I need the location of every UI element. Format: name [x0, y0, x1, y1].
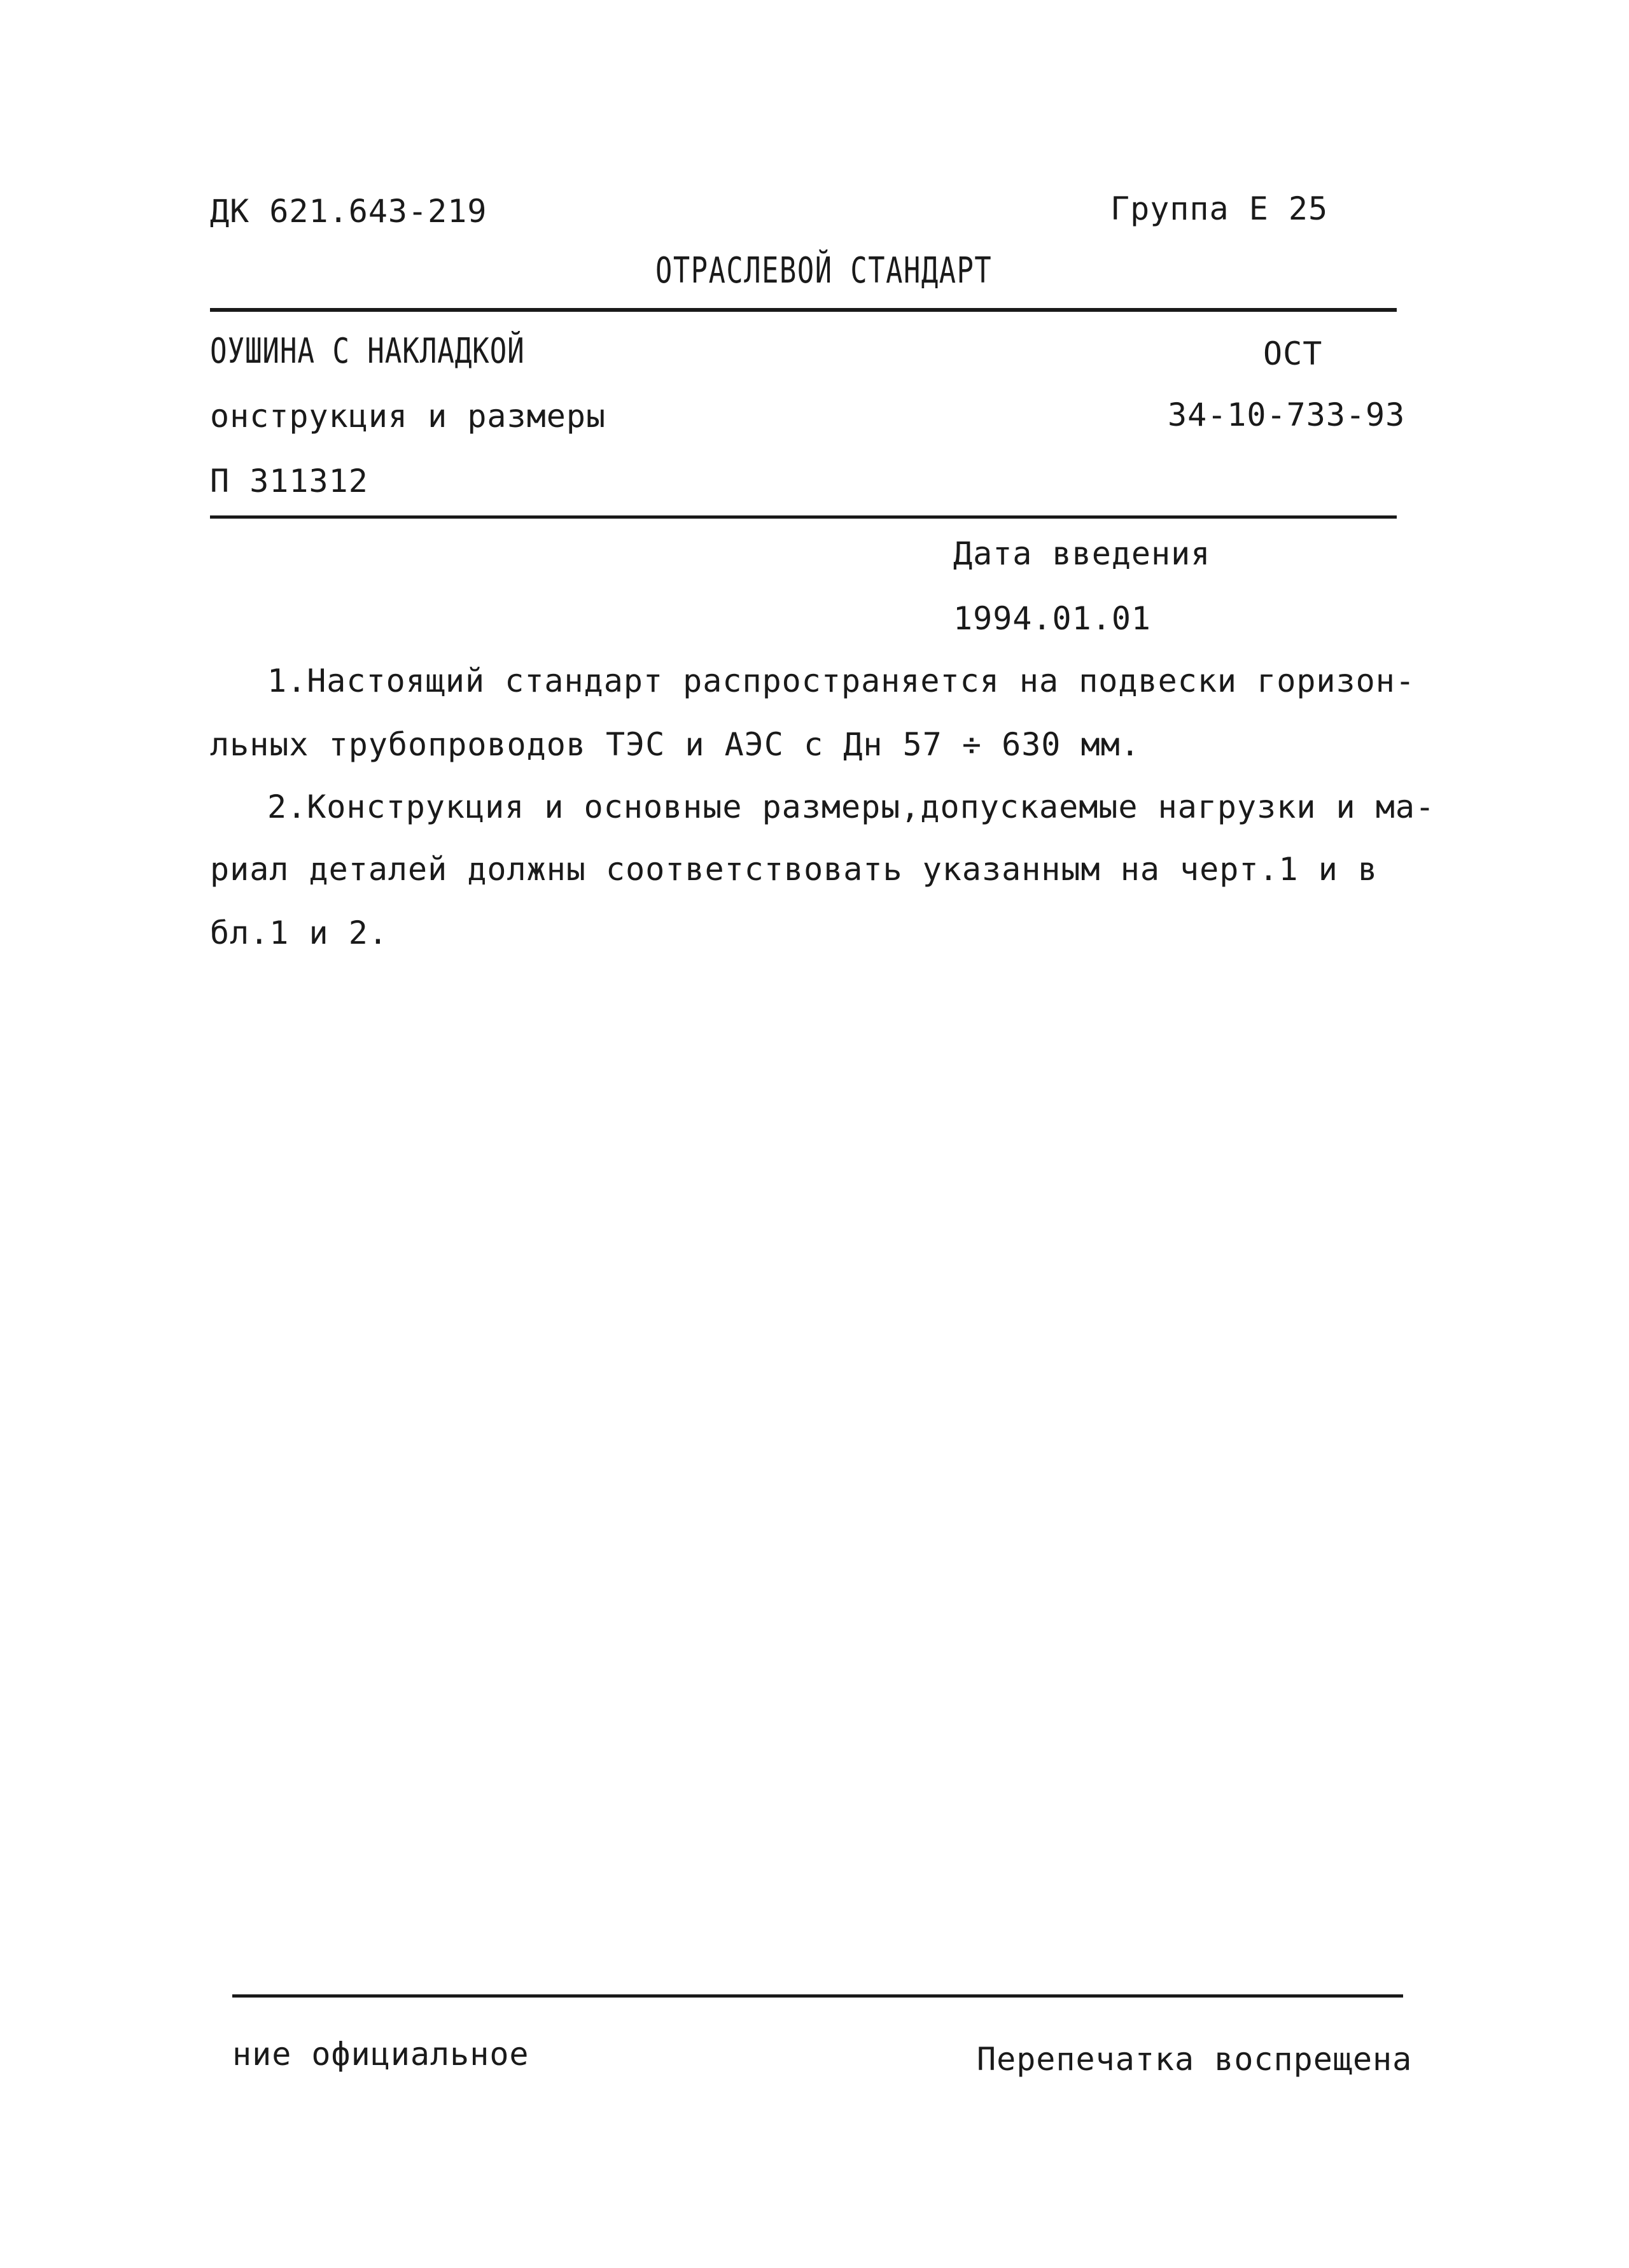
top-rule [210, 308, 1397, 312]
paragraph-2-line-1: 2.Конструкция и основные размеры,допускаемые нагрузки и ма- [267, 788, 1436, 825]
product-code: П 311312 [210, 463, 368, 500]
subtitle: онструкция и размеры [210, 398, 606, 435]
group-label: Группа Е 25 [1110, 190, 1329, 227]
footer-right: Перепечатка воспрещена [977, 2041, 1413, 2078]
paragraph-2-line-2: риал деталей должны соответствовать указанным на черт.1 и в [210, 851, 1378, 888]
product-name: ОУШИНА С НАКЛАДКОЙ [210, 331, 525, 371]
date-value: 1994.01.01 [953, 600, 1152, 637]
footer-left: ние официальное [232, 2036, 529, 2073]
udk-code: ДК 621.643-219 [210, 193, 487, 230]
middle-rule [210, 515, 1397, 519]
document-title: ОТРАСЛЕВОЙ СТАНДАРТ [655, 250, 993, 291]
paragraph-2-line-3: бл.1 и 2. [210, 914, 388, 951]
ost-number: 34-10-733-93 [1168, 396, 1406, 433]
footer-rule [232, 1994, 1403, 1998]
date-label: Дата введения [953, 535, 1211, 572]
paragraph-1-line-2: льных трубопроводов ТЭС и АЭС с Дн 57 ÷ 630 мм. [210, 726, 1140, 763]
paragraph-1-line-1: 1.Настоящий стандарт распространяется на подвески горизон- [267, 662, 1415, 699]
ost-label: ОСТ [1263, 335, 1323, 372]
